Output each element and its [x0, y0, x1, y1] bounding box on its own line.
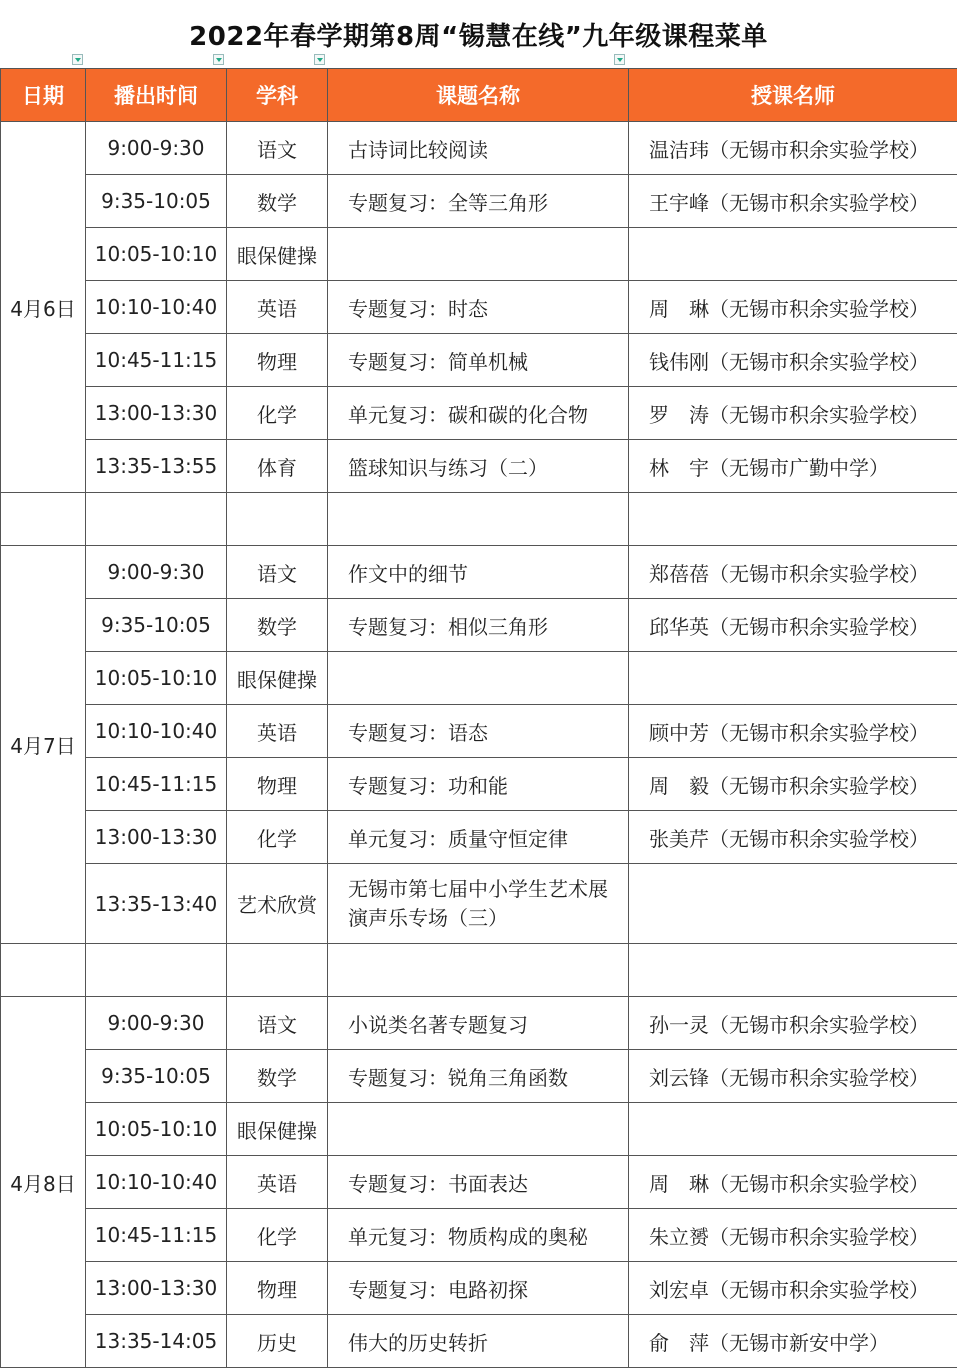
table-row	[1, 1262, 957, 1315]
subject-cell[interactable]: 化学	[227, 811, 328, 864]
subject-cell[interactable]: 英语	[227, 705, 328, 758]
topic-cell[interactable]	[328, 652, 629, 705]
teacher-cell[interactable]: 刘宏卓（无锡市积余实验学校）	[629, 1262, 957, 1315]
time-cell[interactable]: 10:10-10:40	[86, 705, 227, 758]
empty-cell[interactable]	[328, 493, 629, 546]
teacher-cell[interactable]: 周 琳（无锡市积余实验学校）	[629, 281, 957, 334]
time-cell[interactable]: 13:00-13:30	[86, 811, 227, 864]
table-row	[1, 811, 957, 864]
empty-cell[interactable]	[86, 493, 227, 546]
topic-cell[interactable]: 单元复习：物质构成的奥秘	[328, 1209, 629, 1262]
subject-cell[interactable]: 语文	[227, 997, 328, 1050]
time-cell[interactable]: 13:35-14:05	[86, 1315, 227, 1368]
subject-cell[interactable]: 化学	[227, 1209, 328, 1262]
subject-cell[interactable]: 历史	[227, 1315, 328, 1368]
page-title: 2022年春学期第8周“锡慧在线”九年级课程菜单	[189, 21, 768, 52]
header-row	[1, 69, 957, 122]
teacher-cell[interactable]: 钱伟刚（无锡市积余实验学校）	[629, 334, 957, 387]
subject-cell[interactable]: 物理	[227, 334, 328, 387]
time-cell[interactable]: 9:35-10:05	[86, 1050, 227, 1103]
topic-line: 演声乐专场（三）	[348, 905, 508, 930]
column-header-teacher[interactable]: 授课名师	[629, 69, 957, 122]
filter-dropdown-icon[interactable]	[614, 54, 625, 65]
empty-cell[interactable]	[629, 944, 957, 997]
time-cell[interactable]: 10:10-10:40	[86, 1156, 227, 1209]
table-row	[1, 1050, 957, 1103]
column-header-subject[interactable]: 学科	[227, 69, 328, 122]
teacher-cell[interactable]: 张美芹（无锡市积余实验学校）	[629, 811, 957, 864]
empty-cell[interactable]	[1, 493, 86, 546]
subject-cell[interactable]: 数学	[227, 599, 328, 652]
topic-cell[interactable]: 伟大的历史转折	[328, 1315, 629, 1368]
table-row	[1, 1156, 957, 1209]
table-row	[1, 122, 957, 175]
time-cell[interactable]: 13:00-13:30	[86, 1262, 227, 1315]
subject-cell[interactable]: 语文	[227, 546, 328, 599]
time-cell[interactable]: 9:00-9:30	[86, 122, 227, 175]
teacher-cell[interactable]: 刘云锋（无锡市积余实验学校）	[629, 1050, 957, 1103]
schedule-table	[0, 68, 957, 1368]
topic-cell[interactable]	[328, 1103, 629, 1156]
subject-cell[interactable]: 物理	[227, 1262, 328, 1315]
date-cell[interactable]: 4月8日	[1, 997, 86, 1368]
subject-cell[interactable]: 体育	[227, 440, 328, 493]
teacher-cell[interactable]	[629, 228, 957, 281]
filter-dropdown-icon[interactable]	[213, 54, 224, 65]
subject-cell[interactable]: 英语	[227, 281, 328, 334]
teacher-cell[interactable]: 温洁玮（无锡市积余实验学校）	[629, 122, 957, 175]
empty-cell[interactable]	[1, 944, 86, 997]
empty-row	[1, 944, 957, 997]
subject-cell[interactable]: 眼保健操	[227, 228, 328, 281]
topic-line: 无锡市第七届中小学生艺术展	[348, 876, 608, 901]
time-cell[interactable]: 9:35-10:05	[86, 175, 227, 228]
topic-cell[interactable]: 专题复习：全等三角形	[328, 175, 629, 228]
filter-dropdown-icon[interactable]	[314, 54, 325, 65]
time-cell[interactable]: 9:35-10:05	[86, 599, 227, 652]
subject-cell[interactable]: 物理	[227, 758, 328, 811]
subject-cell[interactable]: 化学	[227, 387, 328, 440]
column-header-topic[interactable]: 课题名称	[328, 69, 629, 122]
topic-cell[interactable]: 专题复习：锐角三角函数	[328, 1050, 629, 1103]
teacher-cell[interactable]: 顾中芳（无锡市积余实验学校）	[629, 705, 957, 758]
empty-row	[1, 493, 957, 546]
teacher-cell[interactable]: 周 毅（无锡市积余实验学校）	[629, 758, 957, 811]
teacher-cell[interactable]: 王宇峰（无锡市积余实验学校）	[629, 175, 957, 228]
teacher-cell[interactable]: 俞 萍（无锡市新安中学）	[629, 1315, 957, 1368]
empty-cell[interactable]	[328, 944, 629, 997]
time-cell[interactable]: 13:00-13:30	[86, 387, 227, 440]
table-row	[1, 281, 957, 334]
time-cell[interactable]: 10:05-10:10	[86, 228, 227, 281]
time-cell[interactable]: 13:35-13:55	[86, 440, 227, 493]
topic-cell[interactable]: 专题复习：书面表达	[328, 1156, 629, 1209]
filter-dropdown-icon[interactable]	[72, 54, 83, 65]
topic-cell[interactable]: 专题复习：相似三角形	[328, 599, 629, 652]
time-cell[interactable]: 10:45-11:15	[86, 758, 227, 811]
topic-cell[interactable]: 专题复习：功和能	[328, 758, 629, 811]
teacher-cell[interactable]: 罗 涛（无锡市积余实验学校）	[629, 387, 957, 440]
teacher-cell[interactable]: 郑蓓蓓（无锡市积余实验学校）	[629, 546, 957, 599]
time-cell[interactable]: 10:05-10:10	[86, 652, 227, 705]
table-row	[1, 599, 957, 652]
teacher-cell[interactable]: 孙一灵（无锡市积余实验学校）	[629, 997, 957, 1050]
subject-cell[interactable]: 眼保健操	[227, 1103, 328, 1156]
table-row	[1, 546, 957, 599]
column-header-time[interactable]: 播出时间	[86, 69, 227, 122]
time-cell[interactable]: 9:00-9:30	[86, 546, 227, 599]
subject-cell[interactable]: 数学	[227, 1050, 328, 1103]
time-cell[interactable]: 9:00-9:30	[86, 997, 227, 1050]
empty-cell[interactable]	[629, 493, 957, 546]
table-row	[1, 705, 957, 758]
column-header-date[interactable]: 日期	[1, 69, 86, 122]
subject-cell[interactable]: 英语	[227, 1156, 328, 1209]
topic-cell[interactable]: 专题复习：时态	[328, 281, 629, 334]
time-cell[interactable]: 10:10-10:40	[86, 281, 227, 334]
empty-cell[interactable]	[86, 944, 227, 997]
time-cell[interactable]: 13:35-13:40	[86, 864, 227, 944]
topic-cell[interactable]: 单元复习：质量守恒定律	[328, 811, 629, 864]
table-row	[1, 997, 957, 1050]
table-row	[1, 864, 957, 944]
table-row	[1, 334, 957, 387]
topic-cell[interactable]: 作文中的细节	[328, 546, 629, 599]
subject-cell[interactable]: 艺术欣赏	[227, 864, 328, 944]
teacher-cell[interactable]	[629, 864, 957, 944]
table-row	[1, 175, 957, 228]
table-row	[1, 440, 957, 493]
teacher-cell[interactable]	[629, 1103, 957, 1156]
topic-cell[interactable]: 篮球知识与练习（二）	[328, 440, 629, 493]
topic-cell[interactable]: 专题复习：电路初探	[328, 1262, 629, 1315]
empty-cell[interactable]	[227, 944, 328, 997]
teacher-cell[interactable]: 朱立赟（无锡市积余实验学校）	[629, 1209, 957, 1262]
topic-cell[interactable]: 专题复习：简单机械	[328, 334, 629, 387]
table-row	[1, 228, 957, 281]
subject-cell[interactable]: 眼保健操	[227, 652, 328, 705]
date-cell[interactable]: 4月7日	[1, 546, 86, 944]
topic-cell[interactable]: 古诗词比较阅读	[328, 122, 629, 175]
table-row	[1, 1209, 957, 1262]
teacher-cell[interactable]	[629, 652, 957, 705]
subject-cell[interactable]: 数学	[227, 175, 328, 228]
table-row	[1, 652, 957, 705]
teacher-cell[interactable]: 林 宇（无锡市广勤中学）	[629, 440, 957, 493]
table-row	[1, 758, 957, 811]
subject-cell[interactable]: 语文	[227, 122, 328, 175]
topic-cell[interactable]: 小说类名著专题复习	[328, 997, 629, 1050]
topic-cell[interactable]: 专题复习：语态	[328, 705, 629, 758]
table-row	[1, 1315, 957, 1368]
table-row	[1, 1103, 957, 1156]
topic-cell[interactable]: 单元复习：碳和碳的化合物	[328, 387, 629, 440]
empty-cell[interactable]	[227, 493, 328, 546]
time-cell[interactable]: 10:45-11:15	[86, 1209, 227, 1262]
table-row	[1, 387, 957, 440]
teacher-cell[interactable]: 周 琳（无锡市积余实验学校）	[629, 1156, 957, 1209]
time-cell[interactable]: 10:05-10:10	[86, 1103, 227, 1156]
time-cell[interactable]: 10:45-11:15	[86, 334, 227, 387]
date-cell[interactable]: 4月6日	[1, 122, 86, 493]
topic-cell[interactable]	[328, 228, 629, 281]
teacher-cell[interactable]: 邱华英（无锡市积余实验学校）	[629, 599, 957, 652]
topic-cell[interactable]	[328, 864, 629, 944]
